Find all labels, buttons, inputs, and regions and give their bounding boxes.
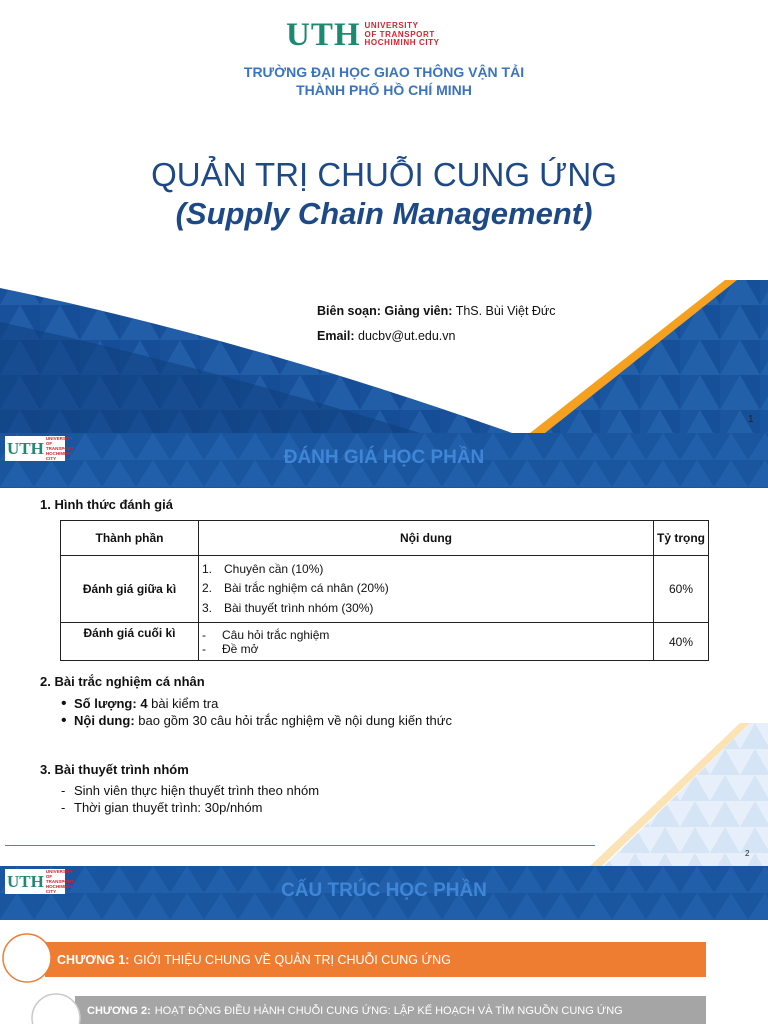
school-name-line1: TRƯỜNG ĐẠI HỌC GIAO THÔNG VẬN TẢI xyxy=(243,64,525,80)
table-row xyxy=(61,556,709,623)
chapter-2-circle xyxy=(28,988,84,1024)
uth-logo-small: UTH UNIVERSITY OF TRANSPORT HOCHIMINH CITY xyxy=(7,869,74,894)
section-heading-individual-quiz: 2. Bài trắc nghiệm cá nhân xyxy=(40,674,205,689)
title-slide xyxy=(0,0,768,433)
table-cell-weight: 40% xyxy=(654,623,709,661)
list-item: • Nội dung: bao gồm 30 câu hỏi trắc nghiệm về nội dung kiến thức xyxy=(74,712,452,729)
decorative-stripes xyxy=(590,723,768,866)
chapter-2-bar: CHƯƠNG 2: HOẠT ĐỘNG ĐIỀU HÀNH CHUỖI CUNG ỨNG: LẬP KẾ HOẠCH VÀ TÌM NGUỒN CUNG ỨNG xyxy=(75,996,706,1024)
header-band xyxy=(0,866,768,920)
chapter-1-bar: CHƯƠNG 1: GIỚI THIỆU CHUNG VỀ QUẢN TRỊ CHUỖI CUNG ỨNG xyxy=(45,942,706,977)
email-line: Email: ducbv@ut.edu.vn xyxy=(317,329,456,343)
assessment-slide xyxy=(0,433,768,866)
author-line: Biên soạn: Giảng viên: ThS. Bùi Việt Đức xyxy=(317,304,556,318)
list-item: 1. Chuyên cần (10%) xyxy=(202,561,324,576)
list-item: - Đề mở xyxy=(202,641,259,656)
table-header-cell: Tỷ trọng xyxy=(654,521,709,556)
list-item: - Sinh viên thực hiện thuyết trình theo nhóm xyxy=(74,782,319,799)
list-item: - Thời gian thuyết trình: 30p/nhóm xyxy=(74,799,319,816)
uth-logo-small: UTH UNIVERSITY OF TRANSPORT HOCHIMINH CITY xyxy=(7,436,74,461)
chapter-1-circle xyxy=(0,928,56,988)
table-header-cell: Thành phần xyxy=(61,521,199,556)
assessment-table xyxy=(60,520,709,661)
section-heading-group-presentation: 3. Bài thuyết trình nhóm xyxy=(40,762,189,777)
page-number: 2 xyxy=(745,849,750,858)
slide-title: CẤU TRÚC HỌC PHẦN xyxy=(281,880,487,901)
decorative-background xyxy=(0,270,768,433)
table-header-cell: Nội dung xyxy=(199,521,654,556)
header-band xyxy=(0,433,768,488)
list-item: - Câu hỏi trắc nghiệm xyxy=(202,627,330,642)
course-title: QUẢN TRỊ CHUỖI CUNG ỨNG xyxy=(151,156,617,193)
list-item: 2. Bài trắc nghiệm cá nhân (20%) xyxy=(202,581,389,596)
table-header-row xyxy=(61,521,709,556)
section-heading-assessment-form: 1. Hình thức đánh giá xyxy=(40,497,173,512)
table-cell-component: Đánh giá giữa kì xyxy=(61,556,199,623)
course-structure-slide xyxy=(0,866,768,1024)
table-cell-component: Đánh giá cuối kì xyxy=(61,623,199,661)
table-cell-content xyxy=(199,556,654,623)
quiz-details-list xyxy=(74,695,452,729)
page-number: 1 xyxy=(748,414,754,425)
list-item: 3. Bài thuyết trình nhóm (30%) xyxy=(202,600,374,615)
divider-line xyxy=(5,845,595,846)
uth-logo: UTH UNIVERSITY OF TRANSPORT HOCHIMINH CITY xyxy=(286,17,440,53)
course-title-english: (Supply Chain Management) xyxy=(175,196,593,231)
table-cell-weight: 60% xyxy=(654,556,709,623)
table-row xyxy=(61,623,709,661)
list-item: • Số lượng: 4 bài kiểm tra xyxy=(74,695,452,712)
presentation-details-list xyxy=(74,782,319,816)
school-name-line2: THÀNH PHỐ HỒ CHÍ MINH xyxy=(296,82,472,98)
slide-title: ĐÁNH GIÁ HỌC PHẦN xyxy=(283,447,485,468)
table-cell-content xyxy=(199,623,654,661)
